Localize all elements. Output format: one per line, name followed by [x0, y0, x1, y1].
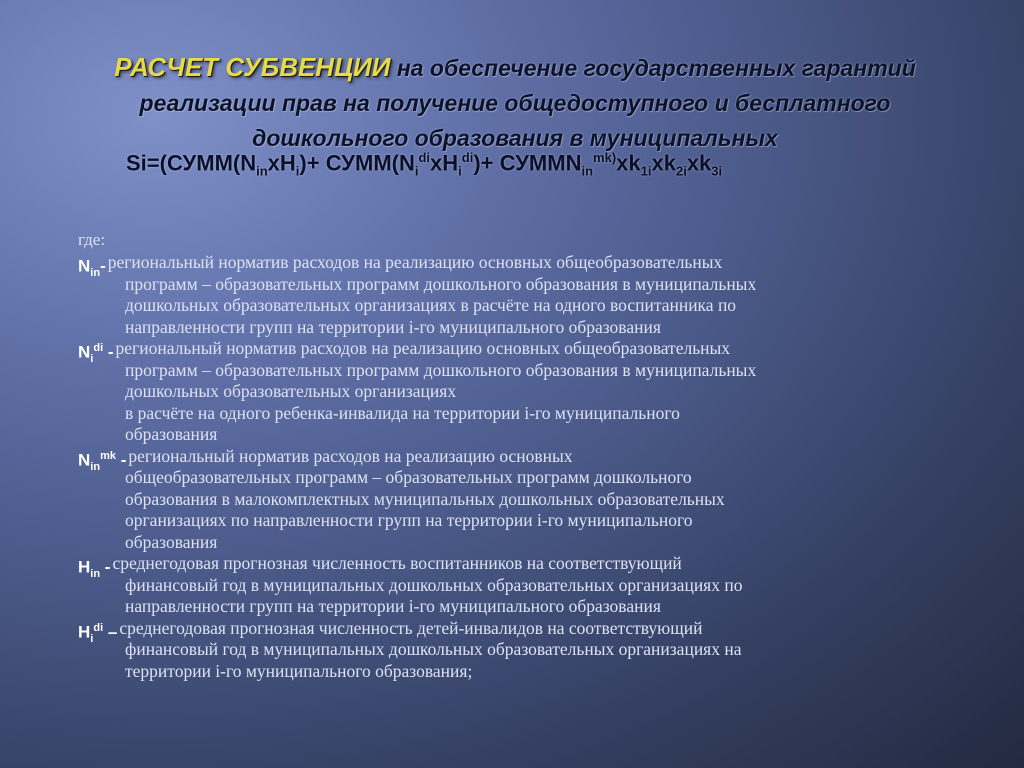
definition-line: общеобразовательных программ – образовательных программ дошкольного — [125, 467, 692, 487]
definition-line: региональный норматив расходов на реализацию основных общеобразовательных — [107, 252, 723, 272]
formula-part: хk — [686, 150, 712, 176]
formula-part: хH — [267, 150, 296, 176]
symbol-dash: - — [115, 450, 127, 470]
definition-item — [78, 553, 978, 618]
title-line-1-rest: на обеспечение государственных гарантий — [390, 55, 916, 81]
definition-item — [78, 338, 978, 446]
symbol-sub: i — [90, 353, 94, 366]
title-line-1 — [20, 50, 1010, 86]
title-line-3: дошкольного образования в муниципальных — [252, 125, 778, 151]
definition-line: программ – образовательных программ дошкольного образования в муниципальных — [125, 359, 757, 380]
definition-symbol — [78, 252, 106, 285]
definition-line: направленности групп на территории i-го муниципального образования — [125, 316, 661, 337]
title-accent: РАСЧЕТ СУБВЕНЦИИ — [114, 52, 391, 82]
symbol-base: N — [78, 342, 91, 362]
symbol-sub: i — [90, 632, 94, 645]
symbol-base: N — [78, 256, 91, 276]
definition-symbol — [78, 618, 117, 651]
definition-line: среднегодовая прогнозная численность детей-инвалидов на соответствующий — [119, 617, 703, 638]
formula-part: )+ СУММN — [473, 150, 582, 176]
definition-line: организациях по направленности групп на территории i-го муниципального — [125, 510, 693, 530]
formula-sub: in — [256, 163, 268, 179]
definition-line: образования — [125, 531, 218, 552]
definition-line: программ – образовательных программ дошкольного образования в муниципальных — [125, 273, 757, 294]
definition-line: дошкольных образовательных организациях — [125, 381, 457, 401]
definition-line: образования — [125, 424, 218, 444]
title-line-2: реализации прав на получение общедоступного и бесплатного — [139, 90, 891, 116]
definition-line: региональный норматив расходов на реализацию основных — [128, 445, 573, 466]
symbol-base: N — [78, 450, 91, 470]
symbol-dash: - — [100, 557, 111, 577]
symbol-sub: in — [90, 460, 101, 473]
definition-line: территории i-го муниципального образования; — [125, 660, 473, 681]
definition-line: финансовый год в муниципальных дошкольных образовательных организациях по — [125, 574, 743, 595]
definition-line: финансовый год в муниципальных дошкольных образовательных организациях на — [125, 639, 742, 659]
formula-sub: i — [295, 163, 300, 179]
formula-sup: di — [461, 150, 474, 165]
formula-sub: 2i — [675, 163, 687, 179]
formula-part: хH — [430, 150, 459, 176]
formula-sub: i — [458, 163, 462, 179]
formula-sup: di — [418, 150, 431, 165]
definition-symbol — [78, 553, 110, 586]
definition-line: среднегодовая прогнозная численность воспитанников на соответствующий — [112, 553, 682, 573]
definition-line: образования в малокомплектных муниципальных дошкольных образовательных — [125, 488, 725, 509]
symbol-sub: in — [90, 267, 101, 280]
symbol-sup: mk — [100, 449, 116, 462]
definition-line: направленности групп на территории i-го муниципального образования — [125, 596, 661, 616]
formula-sub: 3i — [711, 163, 723, 179]
formula-sup: mk) — [593, 150, 617, 165]
where-label: где: — [78, 230, 106, 249]
subvention-formula — [126, 150, 996, 179]
definition-symbol — [78, 446, 126, 479]
definition-item — [78, 618, 978, 683]
symbol-base: H — [78, 557, 91, 577]
formula-part: Si=(СУММ(N — [126, 150, 257, 176]
definition-symbol — [78, 338, 114, 371]
symbol-sup: di — [93, 342, 104, 354]
definition-line: региональный норматив расходов на реализацию основных общеобразовательных — [115, 338, 731, 358]
formula-part: хk — [616, 150, 641, 176]
symbol-sup: di — [93, 621, 104, 634]
definitions-list — [78, 252, 978, 682]
symbol-base: H — [78, 622, 91, 642]
definition-item — [78, 446, 978, 554]
definition-item — [78, 252, 978, 338]
formula-part: )+ СУММ(N — [299, 150, 415, 176]
symbol-sub: in — [90, 568, 101, 581]
formula-part: хk — [651, 150, 676, 176]
formula-sub: in — [581, 163, 594, 179]
formula-sub: i — [414, 163, 419, 179]
slide-title — [20, 50, 1010, 156]
symbol-dash: - — [103, 342, 114, 362]
definition-line: дошкольных образовательных организациях в расчёте на одного воспитанника по — [125, 295, 737, 315]
formula-sub: 1i — [640, 163, 652, 179]
definition-line: в расчёте на одного ребенка-инвалида на территории i-го муниципального — [125, 402, 680, 423]
symbol-dash: – — [103, 622, 118, 642]
symbol-dash: - — [100, 256, 106, 276]
